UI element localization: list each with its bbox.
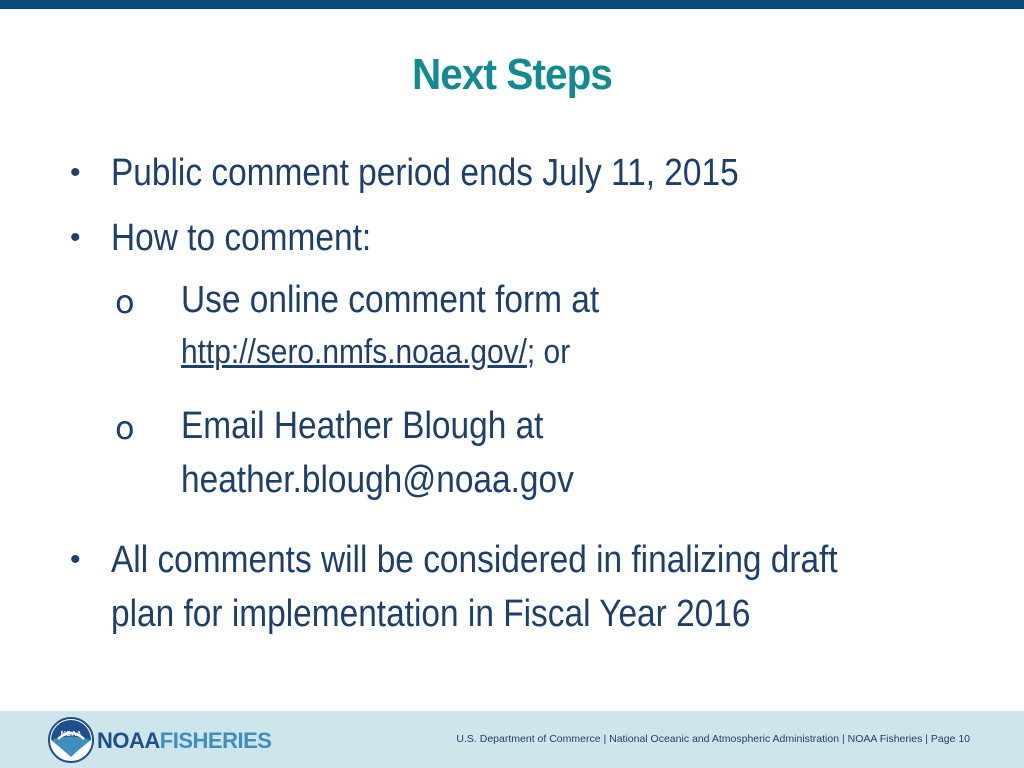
noaa-logo-icon: [48, 717, 94, 763]
sub-bullet-online-form: [60, 277, 960, 375]
bullet-text: How to comment:: [111, 217, 372, 259]
sub-bullet-email: [60, 403, 960, 503]
link-suffix: ; or: [526, 333, 571, 371]
bullet-how-to-comment: [60, 215, 960, 261]
bullet-all-comments: [60, 537, 960, 637]
bullet-text: Public comment period ends July 11, 2015: [111, 152, 739, 194]
slide-title: Next Steps: [411, 50, 613, 99]
bullet-text: plan for implementation in Fiscal Year 2016: [111, 593, 751, 635]
noaa-fisheries-wordmark: [97, 728, 271, 754]
comment-form-link[interactable]: http://sero.nmfs.noaa.gov/: [181, 333, 527, 371]
sub-bullet-marker: o: [115, 283, 135, 321]
sub-bullet-link-line: [181, 329, 867, 375]
bullet-comment-period: [60, 150, 960, 196]
brand-noaa: NOAA: [97, 728, 160, 753]
slide-footer: [0, 711, 1024, 768]
sub-bullet-marker: o: [115, 409, 135, 447]
bullet-text: All comments will be considered in finalizing draft: [111, 539, 838, 581]
slide-content: [60, 150, 960, 637]
top-accent-bar: [0, 0, 1024, 9]
bullet-dot-icon: •: [70, 543, 81, 576]
sub-bullet-text: Use online comment form at: [181, 279, 600, 321]
email-address: heather.blough@noaa.gov: [181, 459, 574, 501]
sub-bullet-text: Email Heather Blough at: [181, 405, 544, 447]
brand-fisheries: FISHERIES: [159, 728, 272, 753]
logo-text: NOAA: [60, 731, 82, 738]
bullet-dot-icon: •: [70, 156, 81, 189]
bullet-dot-icon: •: [70, 221, 81, 254]
footer-attribution: U.S. Department of Commerce | National Oceanic and Atmospheric Administration | NOAA Fisheries | Page 10: [456, 733, 970, 745]
